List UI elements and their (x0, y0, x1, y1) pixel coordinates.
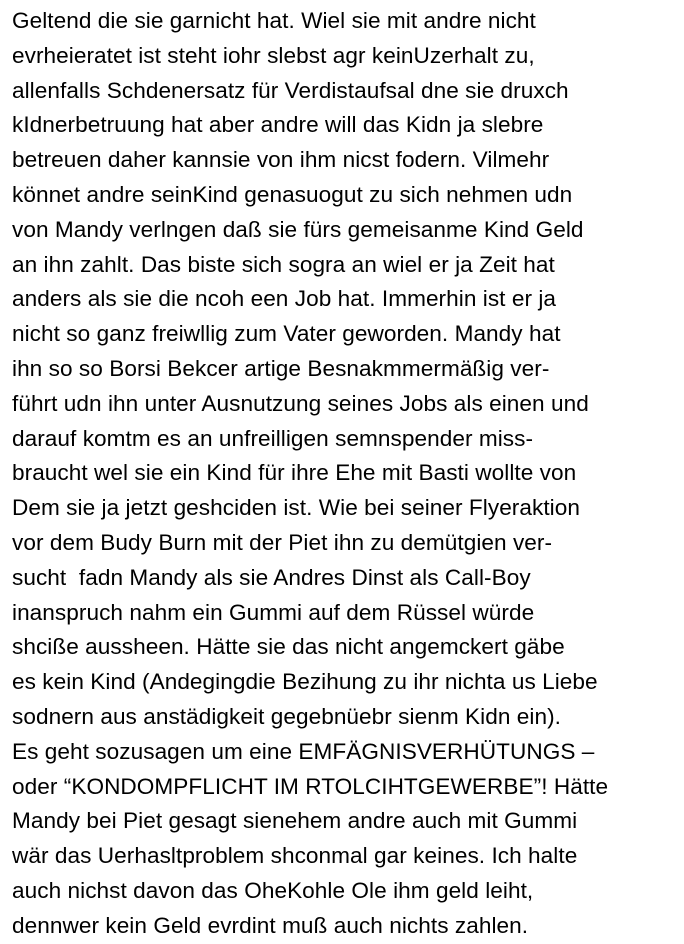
text-line: anders als sie die ncoh een Job hat. Immerhin ist er ja (12, 286, 557, 312)
body-text (12, 4, 682, 944)
text-line: betreuen daher kannsie von ihm nicst fodern. Vilmehr (12, 147, 550, 173)
text-line: wär das Uerhasltproblem shconmal gar keines. Ich halte (12, 843, 578, 869)
text-line: sucht fadn Mandy als sie Andres Dinst als Call-Boy (12, 564, 531, 590)
text-line: shciße aussheen. Hätte sie das nicht angemckert gäbe (12, 634, 565, 660)
text-line: führt udn ihn unter Ausnutzung seines Jobs als einen und (12, 390, 589, 416)
text-line: ihn so so Borsi Bekcer artige Besnakmmermäßig ver- (12, 355, 550, 381)
text-line: Mandy bei Piet gesagt sienehem andre auch mit Gummi (12, 808, 578, 834)
text-line: könnet andre seinKind genasuogut zu sich nehmen udn (12, 181, 573, 207)
text-line: braucht wel sie ein Kind für ihre Ehe mit Basti wollte von (12, 460, 577, 486)
text-line: es kein Kind (Andegingdie Bezihung zu ihr nichta us Liebe (12, 669, 598, 695)
text-line: inanspruch nahm ein Gummi auf dem Rüssel würde (12, 599, 535, 625)
text-line: kIdnerbetruung hat aber andre will das Kidn ja slebre (12, 112, 544, 138)
text-line: darauf komtm es an unfreilligen semnspender miss- (12, 425, 534, 451)
text-line: dennwer kein Geld evrdint muß auch nichts zahlen. (12, 912, 529, 938)
text-line: nicht so ganz freiwllig zum Vater geworden. Mandy hat (12, 321, 561, 347)
text-line: vor dem Budy Burn mit der Piet ihn zu demütgien ver- (12, 529, 553, 555)
text-line: evrheieratet ist steht iohr slebst agr keinUzerhalt zu, (12, 42, 535, 68)
text-line: auch nichst davon das OheKohle Ole ihm geld leiht, (12, 877, 534, 903)
text-line: an ihn zahlt. Das biste sich sogra an wiel er ja Zeit hat (12, 251, 555, 277)
text-line: Geltend die sie garnicht hat. Wiel sie mit andre nicht (12, 8, 536, 33)
text-line: allenfalls Schdenersatz für Verdistaufsal dne sie druxch (12, 77, 569, 103)
text-line: Dem sie ja jetzt geshciden ist. Wie bei seiner Flyeraktion (12, 495, 580, 521)
text-line: Es geht sozusagen um eine EMFÄGNISVERHÜTUNGS – (12, 738, 595, 764)
text-line: oder “KONDOMPFLICHT IM RTOLCIHTGEWERBE”! Hätte (12, 773, 609, 799)
text-line: sodnern aus anstädigkeit gegebnüebr sienm Kidn ein). (12, 703, 561, 729)
text-line: von Mandy verlngen daß sie fürs gemeisanme Kind Geld (12, 216, 584, 242)
